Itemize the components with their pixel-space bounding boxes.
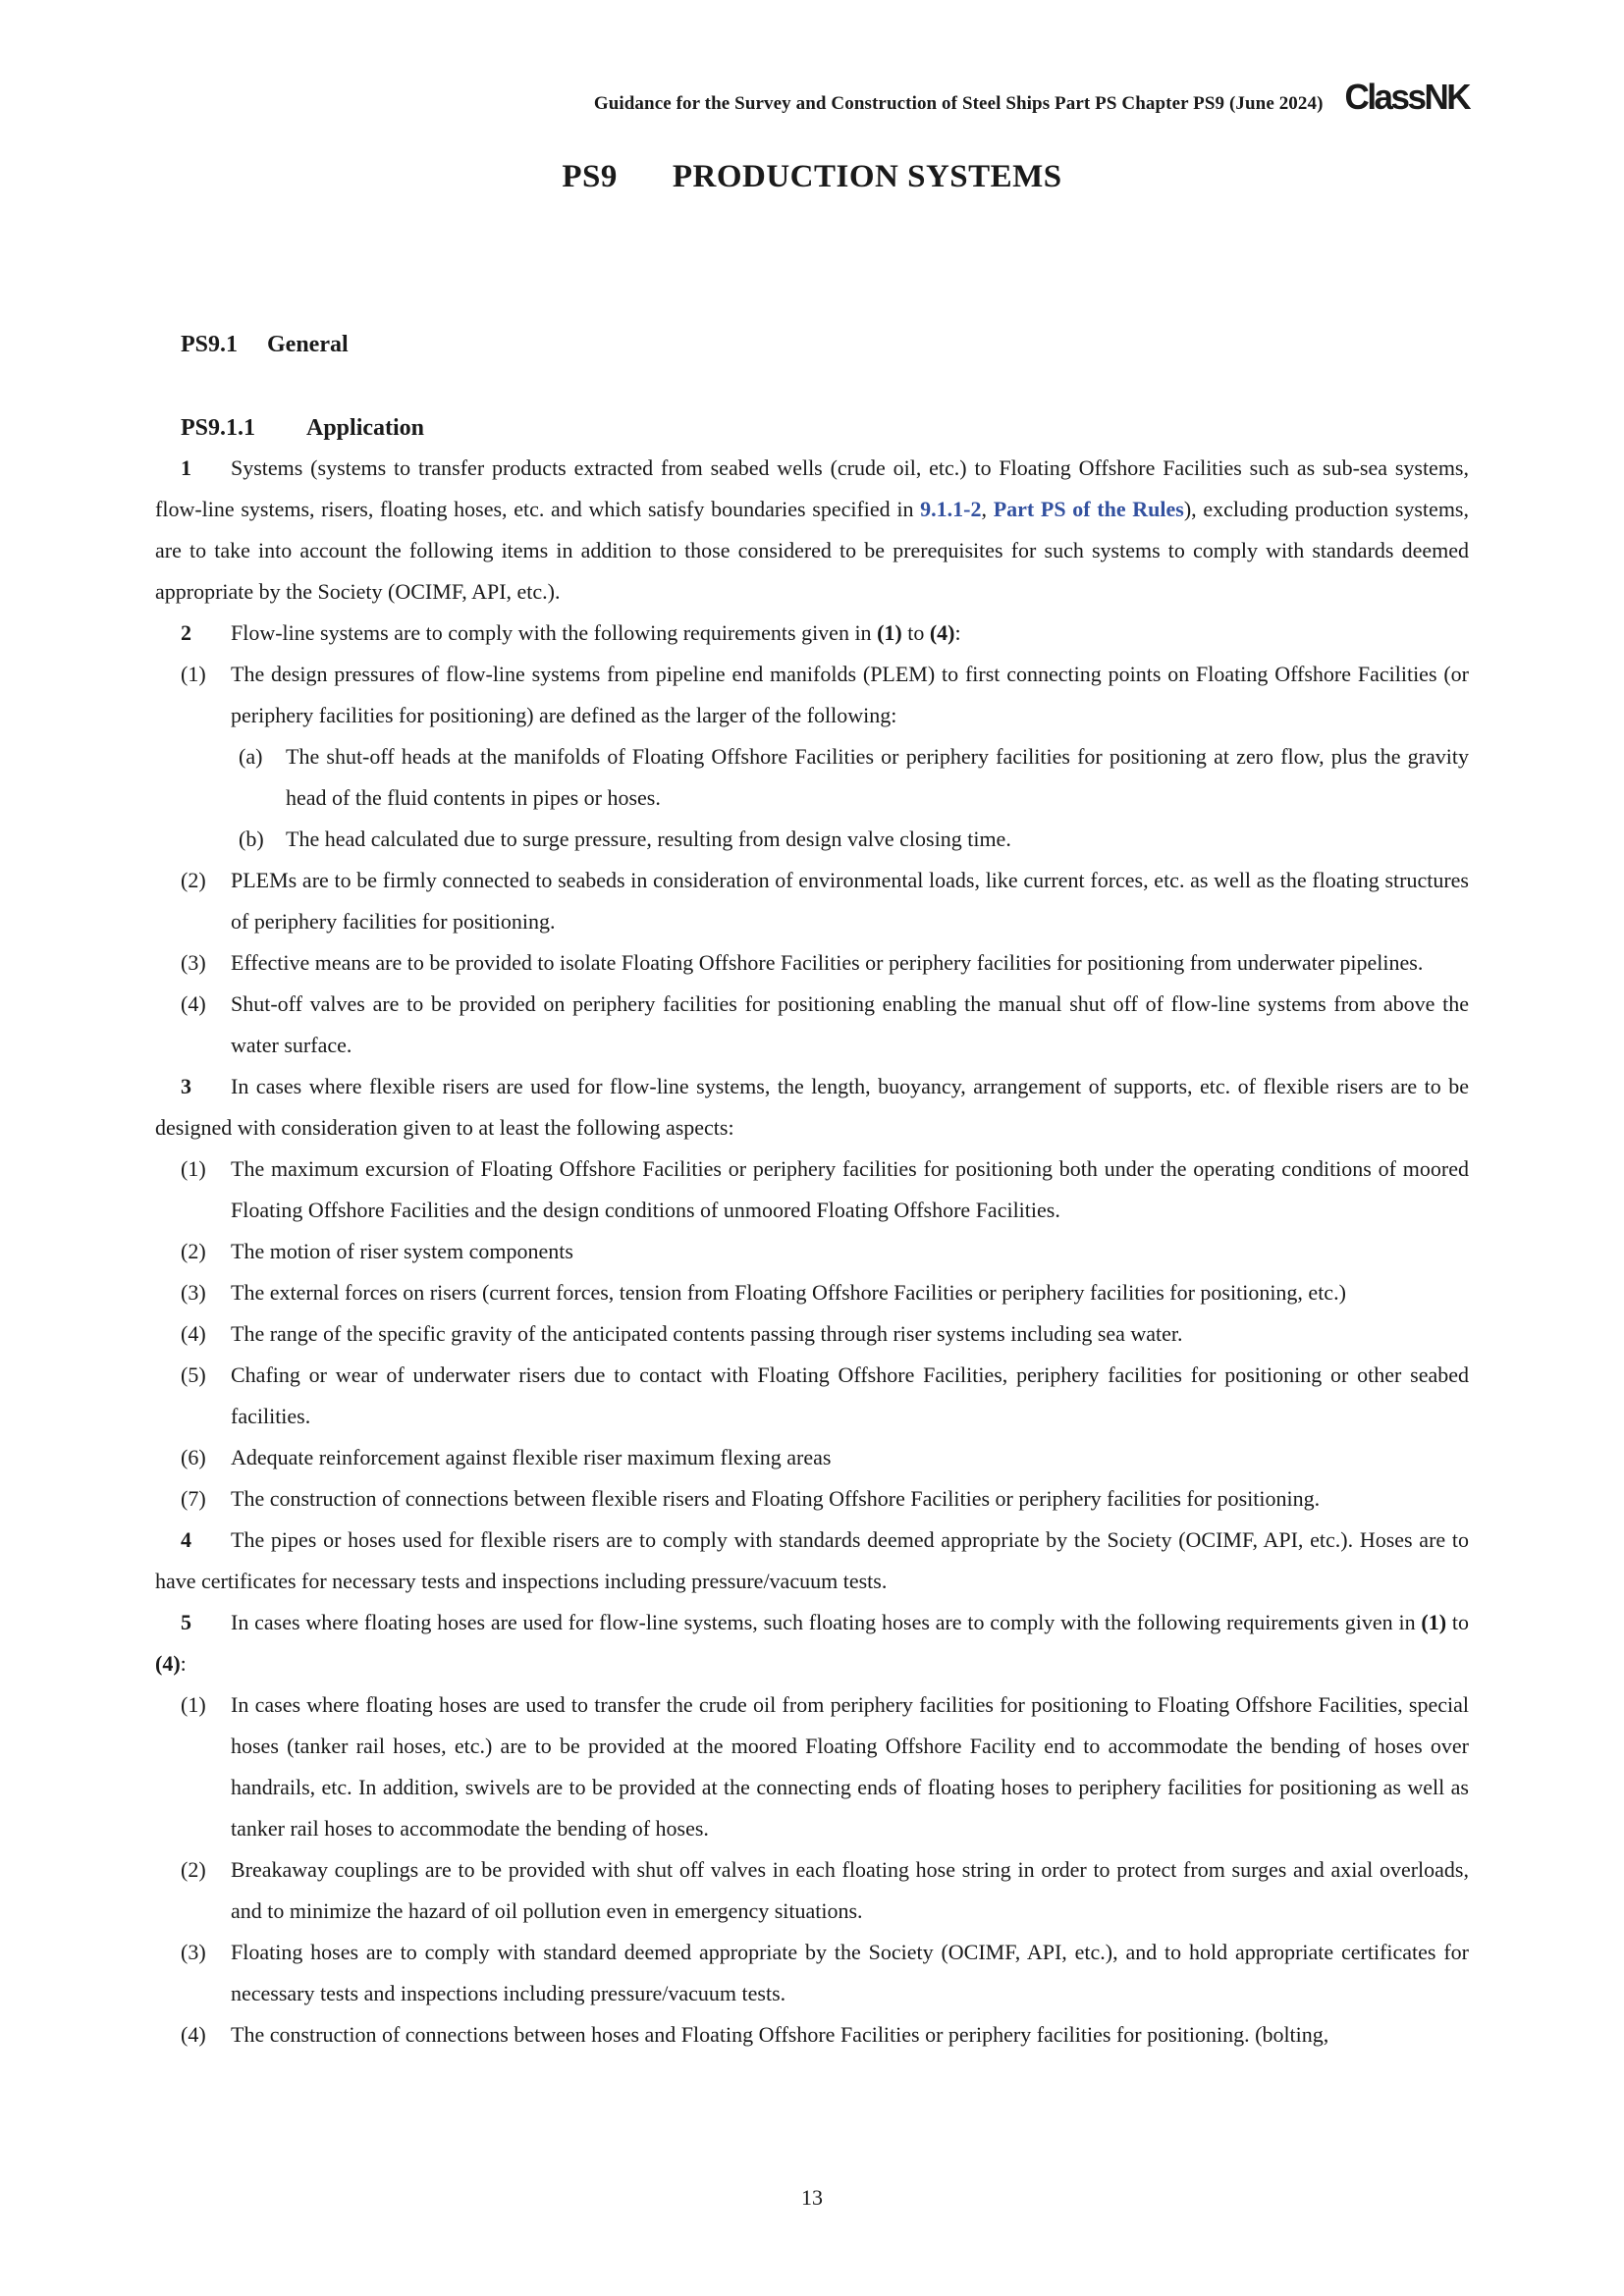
text-run: Effective means are to be provided to isolate Floating Offshore Facilities or periphery facilities for positioning from underwater pipelines. [231, 950, 1424, 975]
paragraph-alpha-a [155, 736, 1469, 819]
text-run: The external forces on risers (current forces, tension from Floating Offshore Facilities or periphery facilities for positioning, etc.) [231, 1280, 1346, 1305]
paragraph-paren-2 [155, 860, 1469, 942]
chapter-name: PRODUCTION SYSTEMS [672, 159, 1062, 194]
text-run: The head calculated due to surge pressure, resulting from design valve closing time. [286, 827, 1011, 851]
item-marker: (3) [181, 1280, 206, 1305]
section-title: Application [306, 415, 425, 441]
item-marker: 1 [181, 455, 191, 480]
paragraph-paren-5 [155, 1355, 1469, 1437]
bold-run: (1) [877, 620, 902, 645]
cross-reference-link[interactable]: 9.1.1-2 [920, 497, 982, 521]
cross-reference-link[interactable]: Part PS of the Rules [993, 497, 1184, 521]
item-marker: 2 [181, 620, 191, 645]
item-marker: (5) [181, 1362, 206, 1387]
item-marker: (4) [181, 1321, 206, 1346]
text-run: In cases where floating hoses are used for flow-line systems, such floating hoses are to comply with the following requirements given in [231, 1610, 1422, 1634]
paragraph-alpha-b [155, 819, 1469, 860]
item-marker: (2) [181, 1857, 206, 1882]
text-run: ), excluding production systems, are to take into account the following items in addition to those considered to be prerequisites for such systems to comply with standards deemed appropriate by the Society (OCIMF, API, etc.). [155, 497, 1469, 604]
text-run: The shut-off heads at the manifolds of Floating Offshore Facilities or periphery facilities for positioning at zero flow, plus the gravity head of the fluid contents in pipes or hoses. [286, 744, 1469, 810]
text-run: to [1446, 1610, 1469, 1634]
paragraph-num-2 [155, 613, 1469, 654]
text-run: Systems (systems to transfer products extracted from seabed wells (crude oil, etc.) to Floating Offshore Facilities such as sub-sea systems, flow-line systems, risers, floating hoses, etc. and which satisfy boundaries specified in [155, 455, 1469, 521]
paragraph-num-5 [155, 1602, 1469, 1684]
paragraph-paren-3 [155, 1932, 1469, 2014]
text-run: In cases where floating hoses are used to transfer the crude oil from periphery facilities for positioning to Floating Offshore Facilities, special hoses (tanker rail hoses, etc.) are to be provided at the moored Floating Offshore Facility end to accommodate the bending of hoses over handrails, etc. In addition, swivels are to be provided at the connecting ends of floating hoses to periphery facilities for positioning as well as tanker rail hoses to accommodate the bending of hoses. [231, 1692, 1469, 1841]
running-header-text: Guidance for the Survey and Construction of Steel Ships Part PS Chapter PS9 (June 2024) [593, 93, 1324, 114]
item-marker: 3 [181, 1074, 191, 1098]
section-title: General [267, 332, 349, 357]
text-run: The pipes or hoses used for flexible risers are to comply with standards deemed appropriate by the Society (OCIMF, API, etc.). Hoses are to have certificates for necessary tests and inspections including pressure/vacuum tests. [155, 1527, 1469, 1593]
item-marker: 4 [181, 1527, 191, 1552]
text-run: Flow-line systems are to comply with the following requirements given in [231, 620, 878, 645]
text-run: to [901, 620, 930, 645]
text-run: The range of the specific gravity of the anticipated contents passing through riser systems including sea water. [231, 1321, 1183, 1346]
text-run: : [954, 620, 961, 645]
paragraph-paren-7 [155, 1478, 1469, 1520]
paragraph-paren-1 [155, 1684, 1469, 1849]
text-run: The motion of riser system components [231, 1239, 573, 1263]
item-marker: (4) [181, 2022, 206, 2047]
text-run: , [981, 497, 994, 521]
item-marker: (3) [181, 1940, 206, 1964]
paragraph-num-3 [155, 1066, 1469, 1148]
paragraph-paren-3 [155, 942, 1469, 984]
item-marker: (6) [181, 1445, 206, 1469]
item-marker: (1) [181, 662, 206, 686]
section-heading-ps9-1 [155, 332, 1469, 358]
text-run: In cases where flexible risers are used for flow-line systems, the length, buoyancy, arrangement of supports, etc. of flexible risers are to be designed with consideration given to at least the following aspects: [155, 1074, 1469, 1140]
item-marker: (1) [181, 1692, 206, 1717]
body-blocks [155, 448, 1469, 2056]
text-run: : [180, 1651, 187, 1676]
text-run: PLEMs are to be firmly connected to seabeds in consideration of environmental loads, like current forces, etc. as well as the floating structures of periphery facilities for positioning. [231, 868, 1469, 934]
text-run: The construction of connections between flexible risers and Floating Offshore Facilities or periphery facilities for positioning. [231, 1486, 1321, 1511]
paragraph-paren-4 [155, 984, 1469, 1066]
chapter-code: PS9 [562, 159, 618, 194]
text-run: Floating hoses are to comply with standard deemed appropriate by the Society (OCIMF, API, etc.), and to hold appropriate certificates for necessary tests and inspections including pressure/vacuum tests. [231, 1940, 1469, 2005]
paragraph-paren-2 [155, 1849, 1469, 1932]
item-marker: 5 [181, 1610, 191, 1634]
text-run: Adequate reinforcement against flexible riser maximum flexing areas [231, 1445, 832, 1469]
paragraph-paren-1 [155, 654, 1469, 736]
bold-run: (1) [1421, 1610, 1447, 1634]
text-run: Shut-off valves are to be provided on periphery facilities for positioning enabling the manual shut off of flow-line systems from above the water surface. [231, 991, 1469, 1057]
running-header [155, 79, 1469, 118]
text-run: The maximum excursion of Floating Offshore Facilities or periphery facilities for positioning both under the operating conditions of moored Floating Offshore Facilities and the design conditions of unmoored Floating Offshore Facilities. [231, 1156, 1469, 1222]
item-marker: (b) [239, 827, 264, 851]
paragraph-paren-2 [155, 1231, 1469, 1272]
paragraph-paren-4 [155, 1313, 1469, 1355]
classnk-logo: ClassNK [1344, 78, 1469, 118]
text-run: The design pressures of flow-line systems from pipeline end manifolds (PLEM) to first connecting points on Floating Offshore Facilities (or periphery facilities for positioning) are defined as the larger of the following: [231, 662, 1469, 727]
bold-run: (4) [929, 620, 955, 645]
item-marker: (a) [239, 744, 263, 769]
item-marker: (2) [181, 868, 206, 892]
paragraph-num-4 [155, 1520, 1469, 1602]
text-run: Breakaway couplings are to be provided with shut off valves in each floating hose string in order to protect from surges and axial overloads, and to minimize the hazard of oil pollution even in emergency situations. [231, 1857, 1469, 1923]
paragraph-paren-3 [155, 1272, 1469, 1313]
item-marker: (2) [181, 1239, 206, 1263]
item-marker: (3) [181, 950, 206, 975]
chapter-title [0, 159, 1624, 195]
text-run: The construction of connections between hoses and Floating Offshore Facilities or periphery facilities for positioning. (bolting, [231, 2022, 1329, 2047]
text-run: Chafing or wear of underwater risers due to contact with Floating Offshore Facilities, periphery facilities for positioning or other seabed facilities. [231, 1362, 1469, 1428]
page-number: 13 [801, 2185, 823, 2210]
paragraph-paren-4 [155, 2014, 1469, 2056]
section-number: PS9.1.1 [181, 415, 256, 441]
item-marker: (4) [181, 991, 206, 1016]
paragraph-num-1 [155, 448, 1469, 613]
bold-run: (4) [155, 1651, 181, 1676]
paragraph-paren-6 [155, 1437, 1469, 1478]
section-heading-ps9-1-1 [155, 415, 1469, 442]
section-number: PS9.1 [181, 332, 239, 357]
item-marker: (1) [181, 1156, 206, 1181]
item-marker: (7) [181, 1486, 206, 1511]
paragraph-paren-1 [155, 1148, 1469, 1231]
